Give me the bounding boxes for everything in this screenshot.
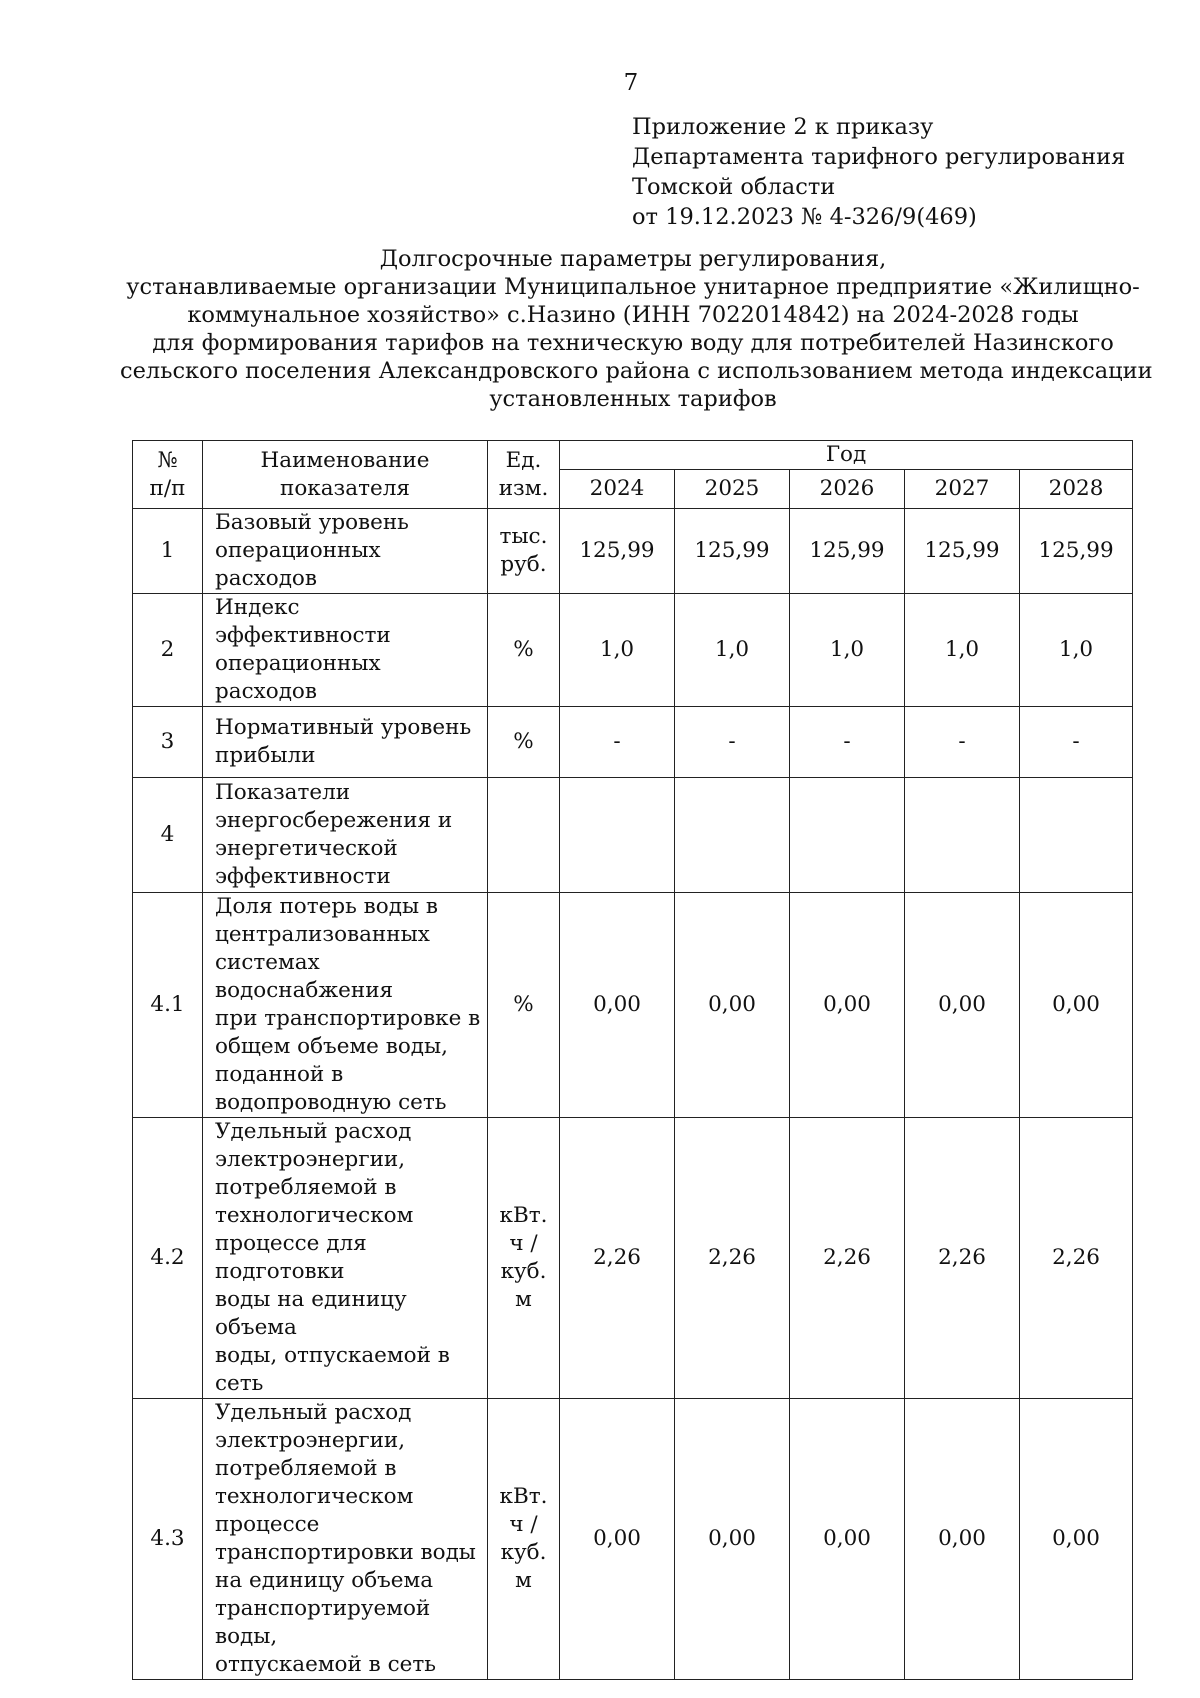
title-line: Долгосрочные параметры регулирования, bbox=[379, 246, 887, 272]
cell-name-line: Показатели bbox=[215, 780, 351, 805]
cell-value bbox=[905, 778, 1020, 893]
cell-value: 1,0 bbox=[1020, 594, 1133, 707]
cell-name-line: электроэнергии, bbox=[215, 1147, 406, 1172]
cell-unit bbox=[488, 594, 560, 707]
cell-value: 0,00 bbox=[1020, 893, 1133, 1118]
cell-value: 0,00 bbox=[1020, 1399, 1133, 1680]
cell-value: 0,00 bbox=[905, 1399, 1020, 1680]
cell-name bbox=[203, 1118, 488, 1399]
header-name-line: Наименование bbox=[260, 447, 430, 473]
cell-unit-line: кВт. bbox=[499, 1484, 548, 1509]
cell-name-line: воды на единицу объема bbox=[215, 1287, 407, 1340]
cell-name bbox=[203, 778, 488, 893]
table-header-row bbox=[133, 441, 1133, 470]
table-row bbox=[133, 778, 1133, 893]
cell-num: 2 bbox=[133, 594, 203, 707]
table-row bbox=[133, 594, 1133, 707]
header-unit bbox=[488, 441, 560, 509]
header-unit-line: Ед. bbox=[505, 447, 542, 473]
cell-value bbox=[675, 778, 790, 893]
cell-value: - bbox=[675, 707, 790, 778]
header-unit-line: изм. bbox=[498, 475, 549, 501]
header-year: 2026 bbox=[790, 470, 905, 509]
cell-num: 4.1 bbox=[133, 893, 203, 1118]
cell-name-line: операционных расходов bbox=[215, 651, 381, 704]
cell-name-line: водопроводную сеть bbox=[215, 1090, 447, 1115]
title-line: для формирования тарифов на техническую воду для потребителей Назинского bbox=[152, 330, 1114, 356]
cell-value: 125,99 bbox=[790, 509, 905, 594]
header-name bbox=[203, 441, 488, 509]
header-year-group: Год bbox=[560, 441, 1133, 470]
cell-unit bbox=[488, 778, 560, 893]
cell-name bbox=[203, 893, 488, 1118]
cell-name-line: процессе bbox=[215, 1512, 320, 1537]
parameters-table bbox=[132, 440, 1133, 1680]
cell-value: 2,26 bbox=[905, 1118, 1020, 1399]
cell-num: 3 bbox=[133, 707, 203, 778]
cell-name-line: прибыли bbox=[215, 743, 316, 768]
title-line: сельского поселения Александровского района с использованием метода индексации bbox=[120, 358, 1153, 384]
cell-value: - bbox=[905, 707, 1020, 778]
cell-name-line: технологическом bbox=[215, 1484, 414, 1509]
cell-name-line: технологическом bbox=[215, 1203, 414, 1228]
annex-line: от 19.12.2023 № 4-326/9(469) bbox=[632, 204, 977, 230]
cell-value: - bbox=[1020, 707, 1133, 778]
cell-value: - bbox=[790, 707, 905, 778]
cell-unit-line: м bbox=[515, 1568, 532, 1593]
header-year: 2028 bbox=[1020, 470, 1133, 509]
cell-name-line: при транспортировке в bbox=[215, 1006, 481, 1031]
cell-unit-line: ч / bbox=[509, 1231, 538, 1256]
cell-name-line: Базовый уровень bbox=[215, 510, 409, 535]
cell-unit bbox=[488, 1118, 560, 1399]
cell-unit bbox=[488, 893, 560, 1118]
header-year: 2025 bbox=[675, 470, 790, 509]
cell-unit-line: % bbox=[513, 729, 534, 754]
cell-name-line: на единицу объема bbox=[215, 1568, 434, 1593]
document-title bbox=[120, 245, 1153, 413]
cell-name-line: воды, отпускаемой в bbox=[215, 1343, 450, 1368]
cell-name-line: потребляемой в bbox=[215, 1456, 397, 1481]
cell-unit-line: ч / bbox=[509, 1512, 538, 1537]
cell-name-line: операционных расходов bbox=[215, 538, 381, 591]
annex-line: Приложение 2 к приказу bbox=[632, 114, 934, 140]
cell-name-line: Нормативный уровень bbox=[215, 715, 472, 740]
cell-name-line: сеть bbox=[215, 1371, 264, 1396]
annex-line: Департамента тарифного регулирования bbox=[632, 144, 1126, 170]
cell-unit-line: кВт. bbox=[499, 1203, 548, 1228]
cell-unit-line: руб. bbox=[500, 552, 547, 577]
cell-num: 1 bbox=[133, 509, 203, 594]
cell-unit-line: тыс. bbox=[499, 524, 548, 549]
table-row bbox=[133, 1118, 1133, 1399]
annex-line: Томской области bbox=[632, 174, 836, 200]
page-number: 7 bbox=[623, 70, 639, 96]
cell-name-line: централизованных bbox=[215, 922, 430, 947]
cell-value: 125,99 bbox=[675, 509, 790, 594]
cell-name-line: транспортировки воды bbox=[215, 1540, 476, 1565]
cell-name-line: Индекс эффективности bbox=[215, 595, 391, 648]
cell-unit bbox=[488, 1399, 560, 1680]
cell-name-line: электроэнергии, bbox=[215, 1428, 406, 1453]
cell-value: 125,99 bbox=[560, 509, 675, 594]
cell-value: 0,00 bbox=[675, 893, 790, 1118]
cell-num: 4 bbox=[133, 778, 203, 893]
cell-name-line: энергосбережения и bbox=[215, 808, 453, 833]
table-row bbox=[133, 1399, 1133, 1680]
header-name-line: показателя bbox=[280, 475, 410, 501]
cell-value: 125,99 bbox=[905, 509, 1020, 594]
cell-unit-line: % bbox=[513, 637, 534, 662]
cell-unit-line: м bbox=[515, 1287, 532, 1312]
cell-value: 0,00 bbox=[560, 893, 675, 1118]
cell-name-line: процессе для подготовки bbox=[215, 1231, 367, 1284]
cell-unit bbox=[488, 707, 560, 778]
cell-value: 1,0 bbox=[790, 594, 905, 707]
cell-name-line: Удельный расход bbox=[215, 1400, 412, 1425]
cell-value: 0,00 bbox=[905, 893, 1020, 1118]
cell-num: 4.3 bbox=[133, 1399, 203, 1680]
cell-value: 2,26 bbox=[1020, 1118, 1133, 1399]
cell-value: 0,00 bbox=[560, 1399, 675, 1680]
header-year: 2027 bbox=[905, 470, 1020, 509]
cell-name bbox=[203, 707, 488, 778]
header-num-line: № bbox=[157, 447, 178, 473]
cell-value: - bbox=[560, 707, 675, 778]
cell-value: 2,26 bbox=[560, 1118, 675, 1399]
cell-name bbox=[203, 594, 488, 707]
title-line: устанавливаемые организации Муниципальное унитарное предприятие «Жилищно- bbox=[126, 274, 1140, 300]
table-body bbox=[133, 509, 1133, 1680]
annex-block bbox=[632, 112, 1125, 232]
table-row bbox=[133, 707, 1133, 778]
cell-unit-line: куб. bbox=[500, 1540, 547, 1565]
cell-value: 1,0 bbox=[560, 594, 675, 707]
cell-value: 125,99 bbox=[1020, 509, 1133, 594]
cell-num: 4.2 bbox=[133, 1118, 203, 1399]
cell-name-line: эффективности bbox=[215, 864, 391, 889]
cell-value: 2,26 bbox=[675, 1118, 790, 1399]
cell-value: 0,00 bbox=[790, 1399, 905, 1680]
cell-value: 0,00 bbox=[790, 893, 905, 1118]
header-year: 2024 bbox=[560, 470, 675, 509]
cell-name-line: общем объеме воды, bbox=[215, 1034, 448, 1059]
cell-value: 1,0 bbox=[905, 594, 1020, 707]
cell-name bbox=[203, 1399, 488, 1680]
cell-value bbox=[1020, 778, 1133, 893]
cell-unit bbox=[488, 509, 560, 594]
cell-name-line: поданной в bbox=[215, 1062, 344, 1087]
cell-value: 1,0 bbox=[675, 594, 790, 707]
cell-name-line: Доля потерь воды в bbox=[215, 894, 439, 919]
cell-name-line: отпускаемой в сеть bbox=[215, 1652, 436, 1677]
title-line: коммунальное хозяйство» с.Назино (ИНН 7022014842) на 2024-2028 годы bbox=[187, 302, 1079, 328]
cell-value bbox=[560, 778, 675, 893]
cell-unit-line: % bbox=[513, 992, 534, 1017]
cell-unit-line: куб. bbox=[500, 1259, 547, 1284]
cell-name-line: энергетической bbox=[215, 836, 398, 861]
cell-value bbox=[790, 778, 905, 893]
cell-value: 0,00 bbox=[675, 1399, 790, 1680]
cell-name-line: потребляемой в bbox=[215, 1175, 397, 1200]
table-row bbox=[133, 893, 1133, 1118]
header-num bbox=[133, 441, 203, 509]
cell-name bbox=[203, 509, 488, 594]
cell-value: 2,26 bbox=[790, 1118, 905, 1399]
cell-name-line: Удельный расход bbox=[215, 1119, 412, 1144]
cell-name-line: транспортируемой воды, bbox=[215, 1596, 431, 1649]
title-line: установленных тарифов bbox=[489, 386, 777, 412]
header-num-line: п/п bbox=[149, 475, 186, 501]
table-row bbox=[133, 509, 1133, 594]
cell-name-line: системах водоснабжения bbox=[215, 950, 394, 1003]
